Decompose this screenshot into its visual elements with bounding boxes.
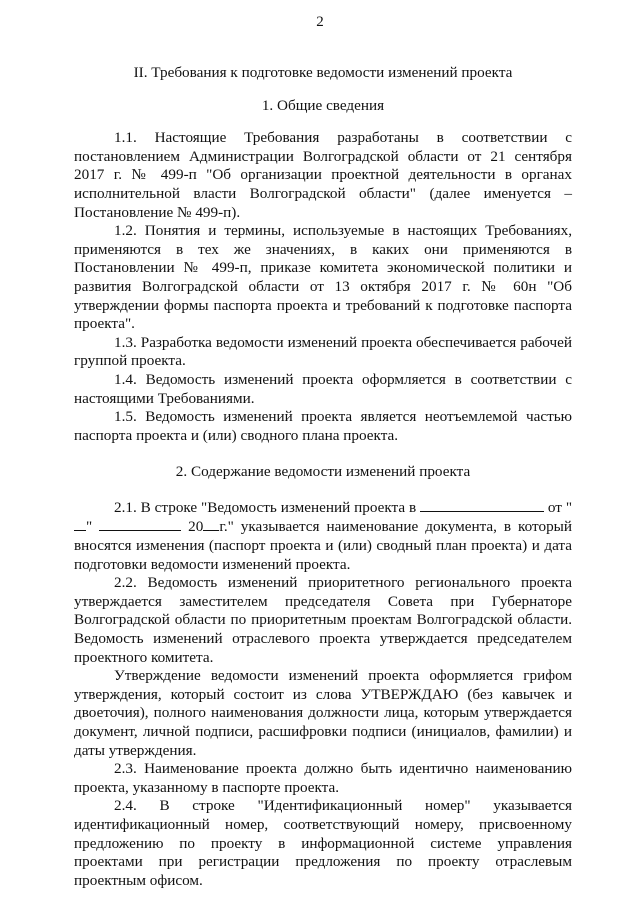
paragraph-2-1-quote: " — [86, 518, 93, 536]
blank-line-month — [99, 517, 181, 531]
document-body — [74, 64, 572, 890]
paragraph-1-5: 1.5. Ведомость изменений проекта является неотъемлемой частью паспорта проекта и (или) сводного плана проекта. — [74, 408, 572, 444]
paragraph-1-3: 1.3. Разработка ведомости изменений проекта обеспечивается рабочей группой проекта. — [74, 333, 572, 370]
paragraph-1-2: 1.2. Понятия и термины, используемые в настоящих Требованиях, применяются в тех же значениях, в каких они применяются в Постановлении № 499-п, приказе комитета экономической политики и развития Волгоградской области от 13 октября 2017 г. № 60н "Об утверждении формы паспорта проекта и требований к подготовке паспорта проекта". — [74, 222, 572, 333]
paragraph-2-1-rest: г." указывается наименование документа, в который вносятся изменения (паспорт проекта и (или) сводный план проекта) и дата подготовки ведомости изменений проекта. — [74, 518, 572, 573]
paragraph-2-2-approval: Утверждение ведомости изменений проекта оформляется грифом утверждения, который состоит из слова УТВЕРЖДАЮ (без кавычек и двоеточия), полного наименования должности лица, которым утверждается документ, личной подписи, расшифровки подписи (инициалов, фамилии) и даты утверждения. — [74, 667, 572, 759]
paragraph-2-1-start: 2.1. В строке "Ведомость изменений проекта в — [114, 498, 417, 516]
paragraph-2-1 — [74, 498, 572, 574]
paragraph-2-4: 2.4. В строке "Идентификационный номер" указывается идентификационный номер, соответствующий номеру, присвоенному предложению по проекту в информационной системе управления проектами при регистрации предложения по проекту отраслевым проектным офисом. — [74, 797, 572, 889]
section-title: II. Требования к подготовке ведомости изменений проекта — [133, 64, 513, 81]
subsection-title-content: 2. Содержание ведомости изменений проекта — [175, 463, 471, 481]
paragraph-1-4: 1.4. Ведомость изменений проекта оформляется в соответствии с настоящими Требованиями. — [74, 370, 572, 407]
paragraph-2-3: 2.3. Наименование проекта должно быть идентично наименованию проекта, указанному в паспорте проекта. — [74, 760, 572, 796]
blank-line-document — [420, 498, 544, 512]
subsection-title-general: 1. Общие сведения — [261, 96, 385, 114]
page-number: 2 — [316, 14, 324, 30]
blank-line-year — [203, 517, 219, 531]
blank-line-day — [74, 517, 86, 531]
paragraph-2-1-from: от " — [547, 498, 573, 516]
paragraph-2-2: 2.2. Ведомость изменений приоритетного регионального проекта утверждается заместителем председателя Совета при Губернаторе Волгоградской области по приоритетным проектам Волгоградской области. Ведомость изменений отраслевого проекта утверждается председателем проектного комитета. — [74, 574, 572, 666]
paragraph-2-1-year: 20 — [188, 518, 204, 536]
paragraph-1-1: 1.1. Настоящие Требования разработаны в соответствии с постановлением Администрации Волгоградской области от 21 сентября 2017 г. № 499-п "Об организации проектной деятельности в органах исполнительной власти Волгоградской области" (далее именуется – Постановление № 499-п). — [74, 129, 572, 221]
